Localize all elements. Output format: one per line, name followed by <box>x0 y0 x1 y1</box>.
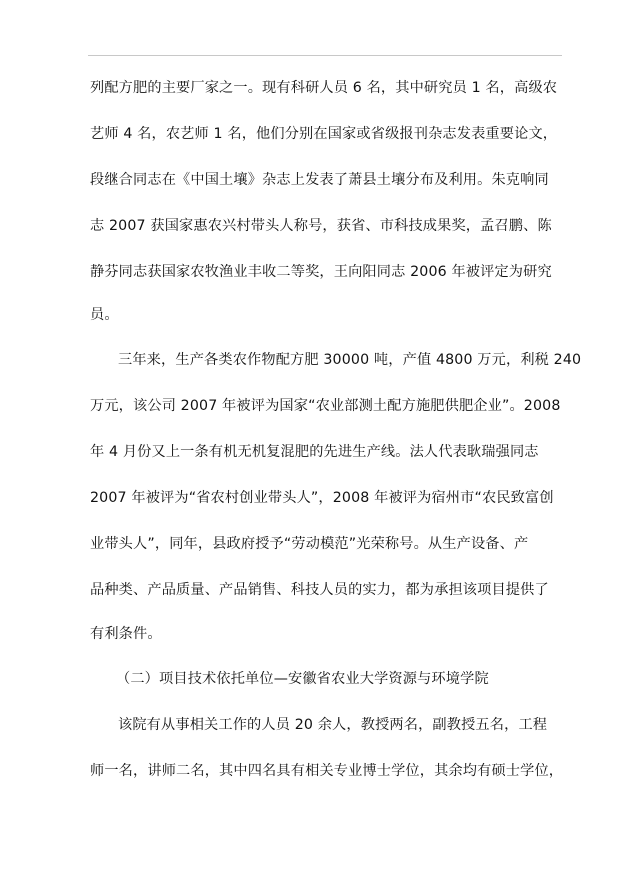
text-line: 年 4 月份又上一条有机无机复混肥的先进生产线。法人代表耿瑞强同志 <box>90 444 539 460</box>
text-line: 师一名，讲师二名，其中四名具有相关专业博士学位，其余均有硕士学位， <box>90 763 564 779</box>
text-line: 列配方肥的主要厂家之一。现有科研人员 6 名，其中研究员 1 名，高级农 <box>90 80 558 96</box>
text-line: 业带头人”，同年，县政府授予“劳动模范”光荣称号。从生产设备、产 <box>90 536 529 552</box>
section-heading: （二）项目技术依托单位—安徽省农业大学资源与环境学院 <box>116 671 489 687</box>
text-line: 万元，该公司 2007 年被评为国家“农业部测土配方施肥供肥企业”。2008 <box>90 398 561 414</box>
text-line: 静芬同志获国家农牧渔业丰收二等奖，王向阳同志 2006 年被评定为研究 <box>90 264 552 280</box>
header-rule <box>88 55 562 56</box>
text-line: 段继合同志在《中国土壤》杂志上发表了萧县土壤分布及利用。朱克响同 <box>90 172 549 188</box>
text-line: 艺师 4 名，农艺师 1 名，他们分别在国家或省级报刊杂志发表重要论文， <box>90 126 558 142</box>
text-line: 员。 <box>90 307 119 323</box>
paragraph-first-line: 三年来，生产各类农作物配方肥 30000 吨，产值 4800 万元，利税 240 <box>118 352 582 368</box>
text-line: 有利条件。 <box>90 626 162 642</box>
text-line: 志 2007 获国家惠农兴村带头人称号，获省、市科技成果奖，孟召鹏、陈 <box>90 218 552 234</box>
text-line: 品种类、产品质量、产品销售、科技人员的实力，都为承担该项目提供了 <box>90 582 549 598</box>
text-line: 2007 年被评为“省农村创业带头人”，2008 年被评为宿州市“农民致富创 <box>90 490 554 506</box>
paragraph-first-line: 该院有从事相关工作的人员 20 余人，教授两名，副教授五名，工程 <box>118 717 548 733</box>
